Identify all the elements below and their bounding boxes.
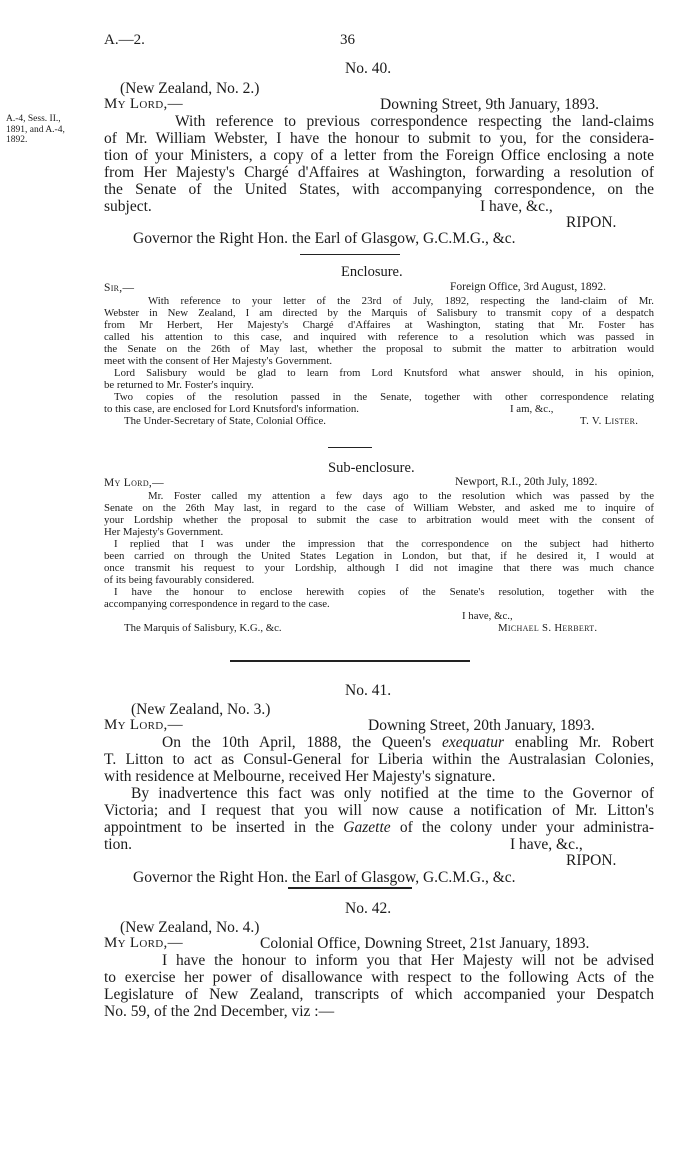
body-line: Webster in New Zealand, I am directed by the Marquis of Salisbury to transmit copy of a despatch [104, 307, 654, 319]
salutation: My Lord,— [104, 717, 183, 733]
place-date: Colonial Office, Downing Street, 21st January, 1893. [260, 935, 590, 952]
despatch-number: No. 42. [345, 900, 392, 917]
body-line: be returned to Mr. Foster's inquiry. [104, 379, 254, 391]
body-line: meet with the consent of Her Majesty's Government. [104, 355, 333, 367]
place-date: Downing Street, 9th January, 1893. [380, 96, 599, 113]
page-number: 36 [340, 32, 355, 48]
addressee: The Under-Secretary of State, Colonial Office. [124, 415, 326, 427]
body-line: I have the honour to inform you that Her Majesty will not be advised [162, 952, 654, 969]
body-line: the Senate of the United States, with accompanying correspondence, on the [104, 181, 654, 198]
divider [300, 254, 400, 255]
margin-note [6, 114, 65, 146]
body-line: appointment to be inserted in the Gazette of the colony under your administra- [104, 819, 655, 836]
body-line: once transmit his request to your Lordship, although I did not imagine that there was much chance [104, 562, 654, 574]
body-line: to exercise her power of disallowance with respect to the following Acts of the [104, 969, 654, 986]
addressee: Governor the Right Hon. the Earl of Glasgow, G.C.M.G., &c. [133, 230, 516, 247]
body-line: from Her Majesty's Chargé d'Affaires at Washington, forwarding a resolution of [104, 164, 654, 181]
body-line: called his attention to this case, and inquired with reference to a resolution which was passed in [104, 331, 654, 343]
body-line: Senate on the 26th May last, in regard to the case of William Webster, and asked me to inquire of [104, 502, 654, 514]
salutation: My Lord,— [104, 935, 183, 951]
exequatur-term: exequatur [442, 734, 504, 751]
body-line: of Mr. William Webster, I have the honour to submit to you, for the considera- [104, 130, 654, 147]
body-line: With reference to previous correspondence respecting the land-claims [175, 113, 654, 130]
header-ref: A.—2. [104, 32, 145, 48]
body-line: Victoria; and I request that you will now cause a notification of Mr. Litton's [104, 802, 654, 819]
body-line: I replied that I was under the impression that the correspondence on the subject had hitherto [114, 538, 654, 550]
addressee: The Marquis of Salisbury, K.G., &c. [124, 622, 282, 634]
despatch-series: (New Zealand, No. 3.) [131, 701, 271, 718]
place-date: Downing Street, 20th January, 1893. [368, 717, 595, 734]
body-line: Two copies of the resolution passed in the Senate, together with other correspondence relating [114, 391, 654, 403]
signature: RIPON. [566, 214, 617, 231]
body-line: On the 10th April, 1888, the Queen's exequatur enabling Mr. Robert [162, 734, 654, 751]
body-line: T. Litton to act as Consul-General for Liberia within the Australasian Colonies, [104, 751, 654, 768]
body-line: subject. [104, 198, 152, 215]
divider [230, 660, 470, 662]
body-line: By inadvertence this fact was only notified at the time to the Governor of [131, 785, 654, 802]
salutation: My Lord,— [104, 477, 164, 489]
body-line: I have the honour to enclose herewith copies of the Senate's resolution, together with the [114, 586, 654, 598]
salutation: My Lord,— [104, 96, 183, 112]
body-line: your Lordship whether the proposal to submit the case to arbitration would meet with the consent of [104, 514, 654, 526]
closing: I have, &c., [510, 836, 583, 853]
signature: T. V. Lister. [580, 415, 639, 427]
body-line: from Mr Herbert, Her Majesty's Chargé d'Affaires at Washington, stating that Mr. Foster has [104, 319, 654, 331]
body-line: been carried on through the United States Legation in London, but that, if he desired it, I would at [104, 550, 654, 562]
body-line: tion of your Ministers, a copy of a letter from the Foreign Office enclosing a note [104, 147, 654, 164]
despatch-number: No. 40. [345, 60, 392, 77]
place-date: Foreign Office, 3rd August, 1892. [450, 281, 606, 293]
margin-note-line: 1892. [6, 135, 28, 145]
despatch-series: (New Zealand, No. 2.) [120, 80, 260, 97]
body-line: tion. [104, 836, 132, 853]
closing: I am, &c., [510, 403, 554, 415]
body-line: accompanying correspondence in regard to the case. [104, 598, 330, 610]
body-line: Legislature of New Zealand, transcripts of which accompanied your Despatch [104, 986, 654, 1003]
body-line: with residence at Melbourne, received Her Majesty's signature. [104, 768, 496, 785]
body-line: With reference to your letter of the 23rd of July, 1892, respecting the land-claim of Mr. [148, 295, 654, 307]
margin-note-line: 1891, and A.-4, [6, 124, 65, 135]
despatch-number: No. 41. [345, 682, 392, 699]
body-line: Lord Salisbury would be glad to learn from Lord Knutsford what answer should, in his opinion, [114, 367, 654, 379]
despatch-series: (New Zealand, No. 4.) [120, 919, 260, 936]
signature: RIPON. [566, 852, 617, 869]
margin-note-line: A.-4, Sess. II., [6, 114, 61, 124]
place-date: Newport, R.I., 20th July, 1892. [455, 476, 598, 488]
signature: Michael S. Herbert. [498, 622, 598, 634]
body-line: of its being favourably considered. [104, 574, 255, 586]
divider [288, 887, 412, 889]
addressee: Governor the Right Hon. the Earl of Glasgow, G.C.M.G., &c. [133, 869, 516, 886]
body-line: to this case, are enclosed for Lord Knutsford's information. [104, 403, 360, 415]
body-line: Mr. Foster called my attention a few days ago to the resolution which was passed by the [148, 490, 654, 502]
body-line: No. 59, of the 2nd December, viz :— [104, 1003, 335, 1020]
divider [328, 447, 372, 448]
salutation: Sir,— [104, 282, 135, 294]
closing: I have, &c., [462, 610, 513, 622]
section-heading: Sub-enclosure. [328, 460, 415, 476]
closing: I have, &c., [480, 198, 553, 215]
section-heading: Enclosure. [341, 264, 403, 280]
body-line: the Senate on the 26th of May last, whether the proposal to submit the matter to arbitration would [104, 343, 654, 355]
body-line: Her Majesty's Government. [104, 526, 224, 538]
gazette-term: Gazette [343, 819, 391, 836]
